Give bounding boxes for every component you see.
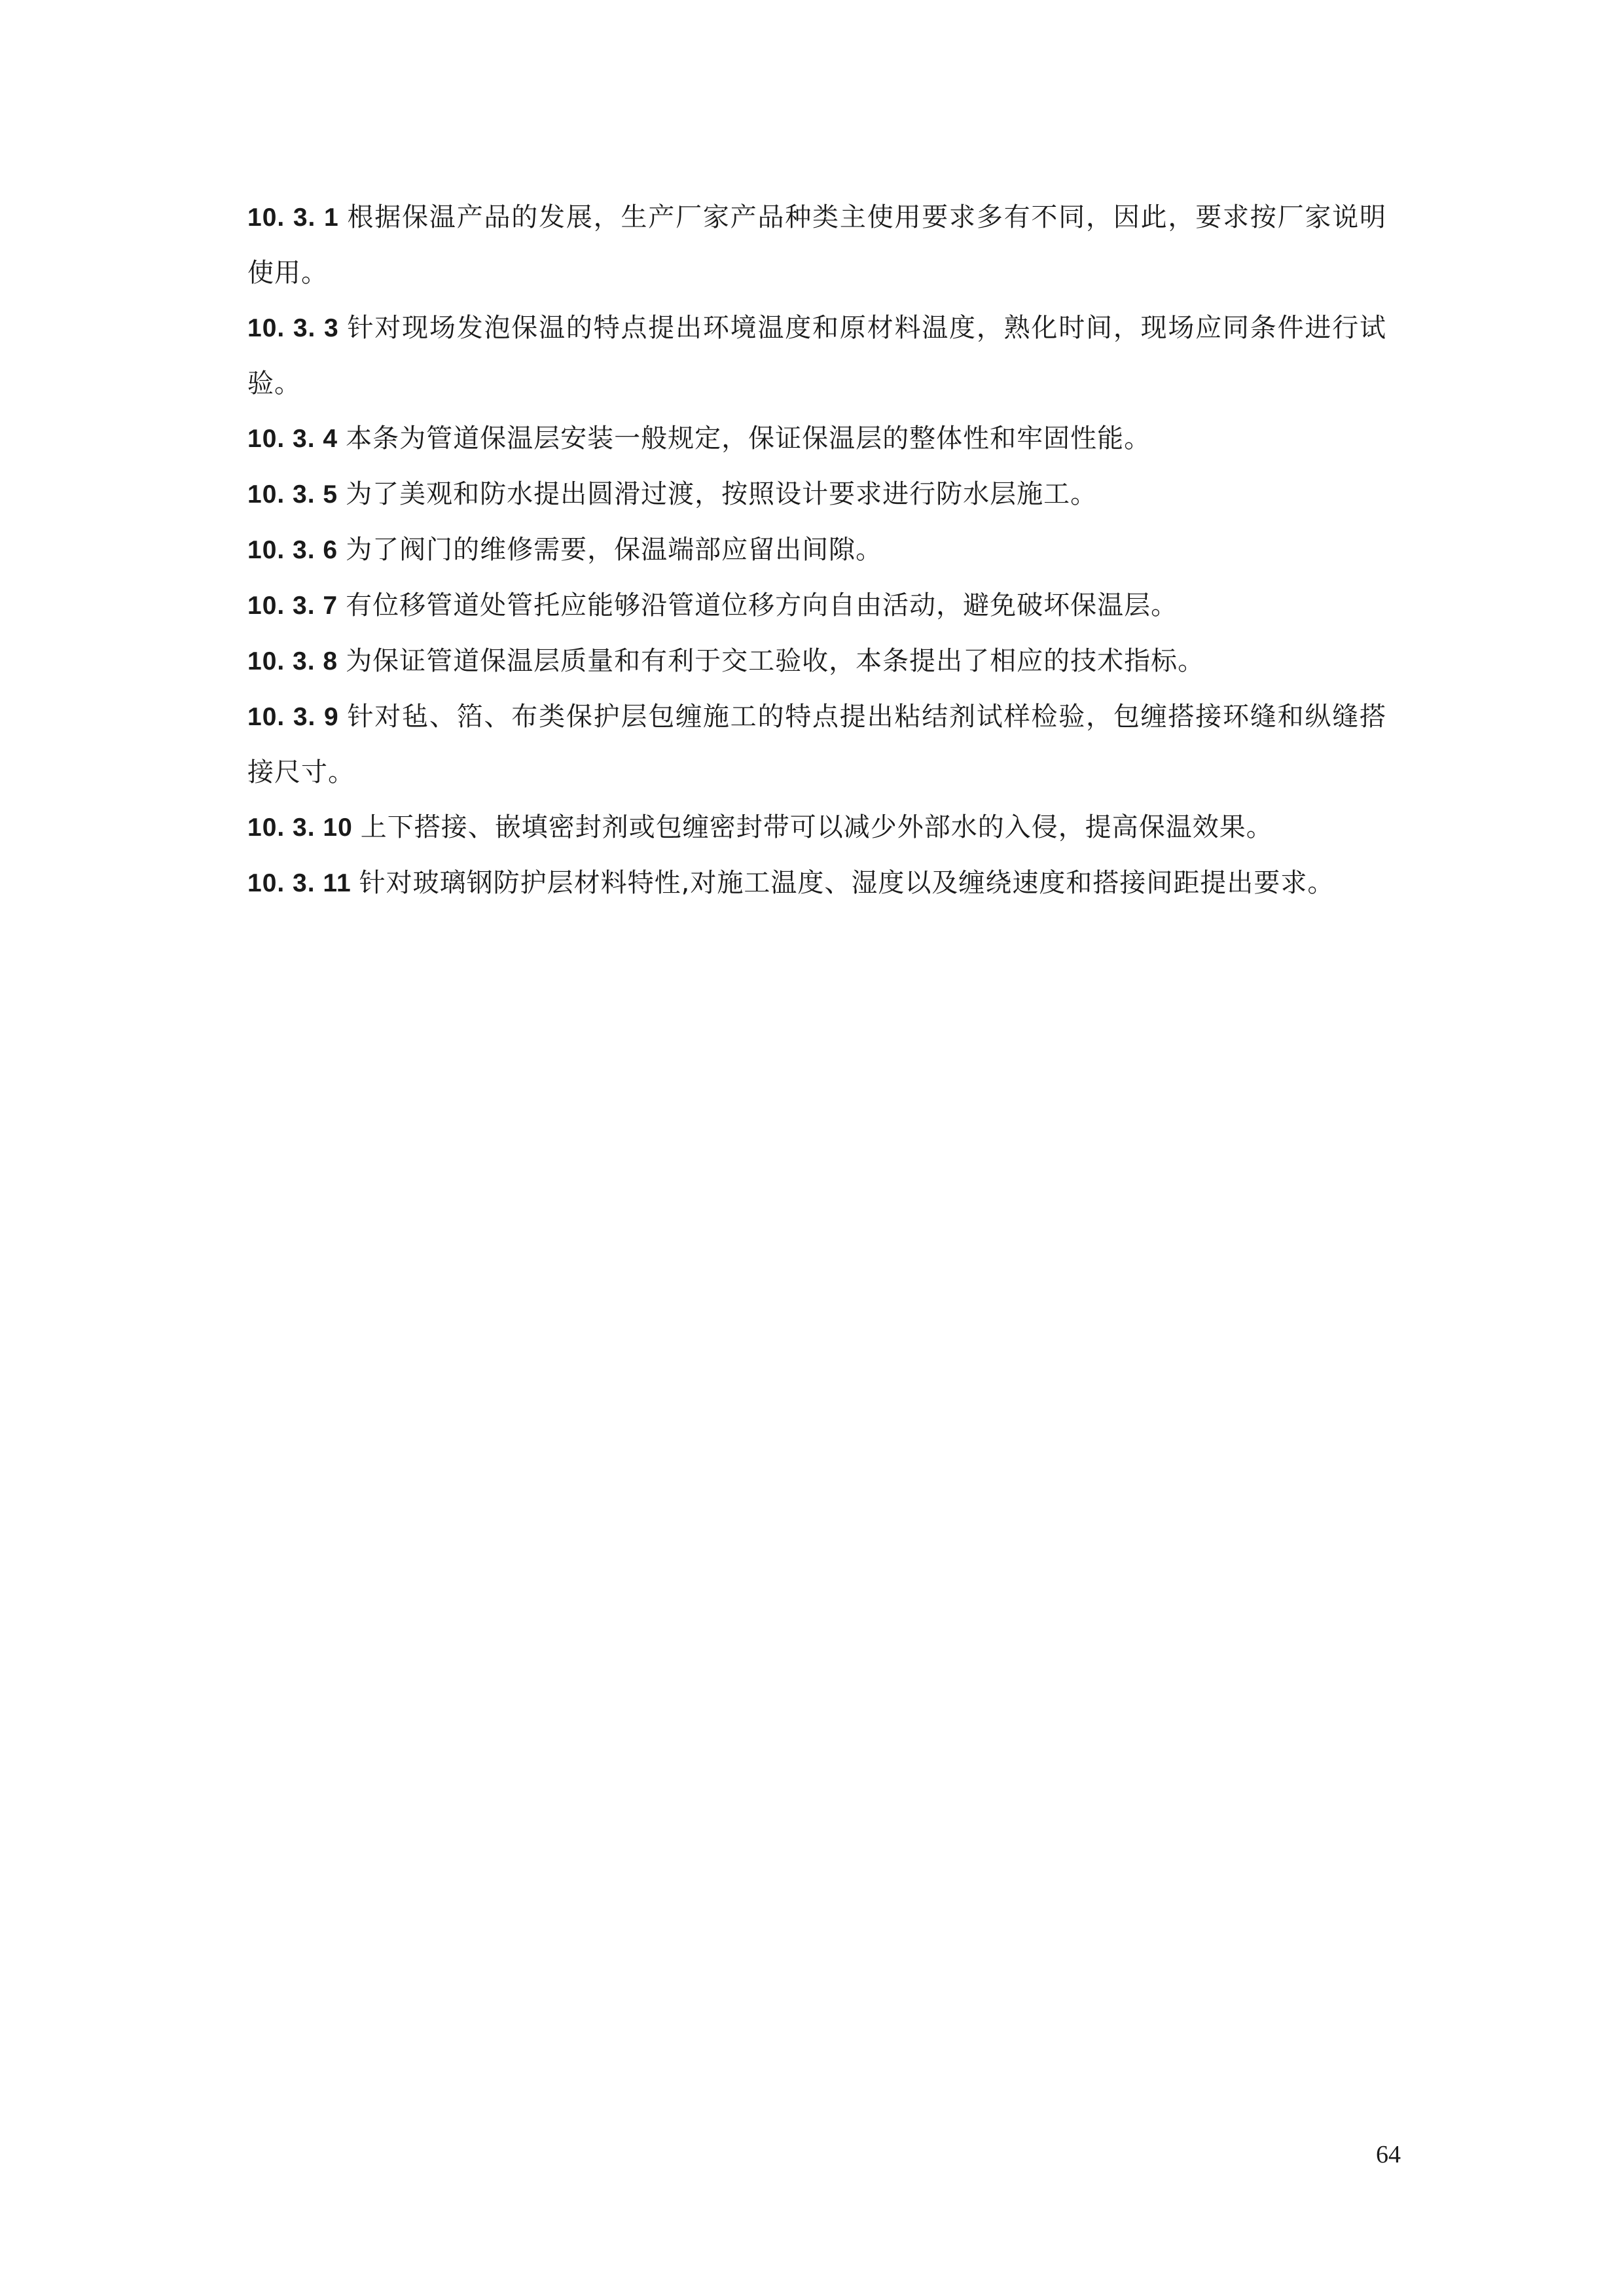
clause-10-3-8: [247, 634, 1386, 689]
clause-text: 为了阀门的维修需要，保温端部应留出间隙。: [346, 535, 883, 565]
clause-text: 上下搭接、嵌填密封剂或包缠密封带可以减少外部水的入侵，提高保温效果。: [360, 812, 1273, 842]
clause-text: 针对现场发泡保温的特点提出环境温度和原材料温度，熟化时间，现场应同条件进行试验。: [247, 313, 1386, 399]
clause-10-3-11: [247, 855, 1386, 911]
page-number: 64: [1376, 2141, 1401, 2168]
clause-number: 10. 3. 8: [247, 647, 338, 675]
clause-number: 10. 3. 1: [247, 204, 339, 232]
clause-text: 针对毡、箔、布类保护层包缠施工的特点提出粘结剂试样检验，包缠搭接环缝和纵缝搭接尺寸。: [247, 702, 1386, 787]
clause-text: 有位移管道处管托应能够沿管道位移方向自由活动，避免破坏保温层。: [346, 590, 1178, 620]
clause-number: 10. 3. 3: [247, 314, 339, 342]
clause-number: 10. 3. 4: [247, 425, 338, 453]
clause-10-3-6: [247, 522, 1386, 578]
clause-number: 10. 3. 6: [247, 536, 338, 564]
clause-text: 根据保温产品的发展，生产厂家产品种类主使用要求多有不同，因此，要求按厂家说明使用。: [247, 202, 1386, 288]
clause-10-3-7: [247, 578, 1386, 634]
clause-10-3-4: [247, 411, 1386, 467]
clause-number: 10. 3. 11: [247, 869, 352, 897]
clause-text: 针对玻璃钢防护层材料特性,对施工温度、湿度以及缠绕速度和搭接间距提出要求。: [359, 868, 1335, 898]
clause-number: 10. 3. 7: [247, 592, 338, 620]
clause-number: 10. 3. 10: [247, 814, 353, 842]
clause-text: 为了美观和防水提出圆滑过渡，按照设计要求进行防水层施工。: [346, 479, 1098, 509]
clause-text: 为保证管道保温层质量和有利于交工验收，本条提出了相应的技术指标。: [346, 646, 1205, 676]
clause-number: 10. 3. 9: [247, 703, 339, 731]
clause-number: 10. 3. 5: [247, 480, 338, 509]
clause-text: 本条为管道保温层安装一般规定，保证保温层的整体性和牢固性能。: [346, 423, 1151, 454]
clause-10-3-3: [247, 300, 1386, 411]
clause-10-3-5: [247, 467, 1386, 522]
clause-10-3-9: [247, 689, 1386, 800]
clause-10-3-10: [247, 800, 1386, 855]
clause-list: [247, 190, 1386, 911]
clause-10-3-1: [247, 190, 1386, 300]
